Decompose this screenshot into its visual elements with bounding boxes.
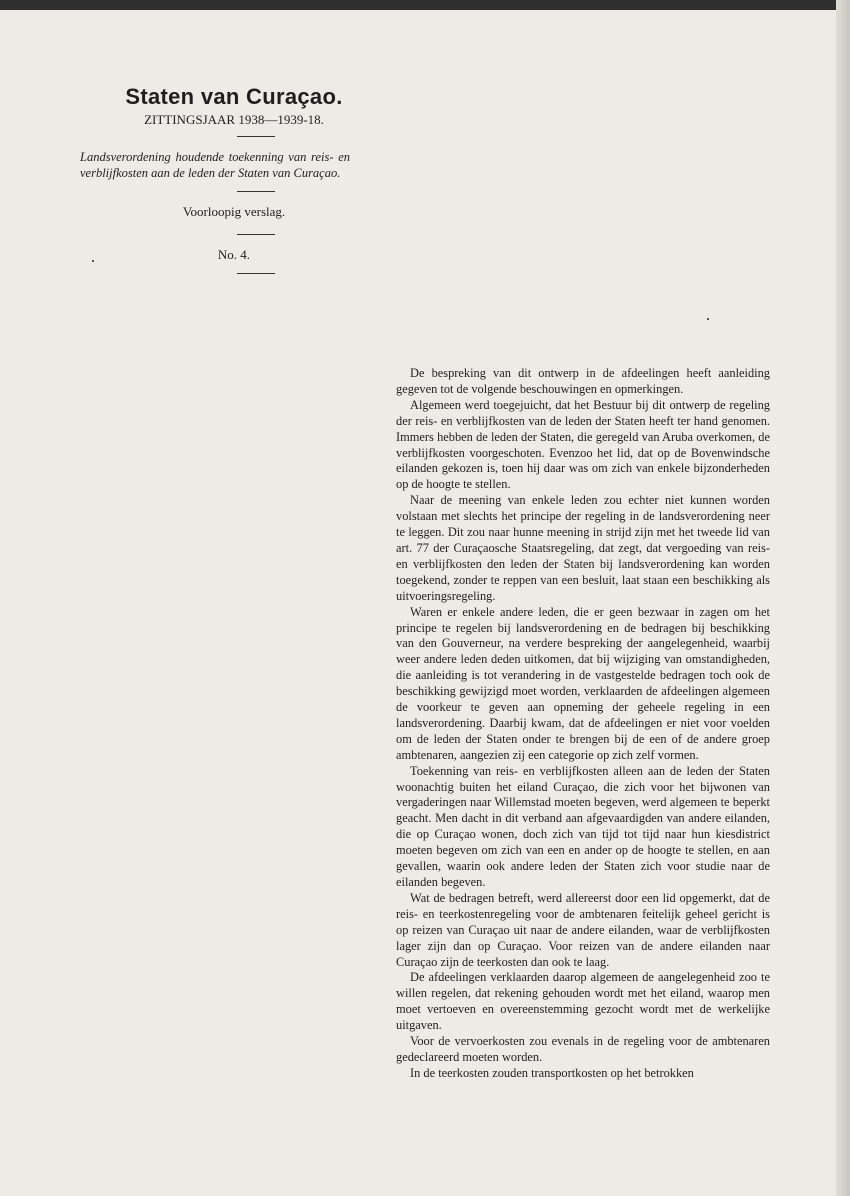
- scan-right-edge: [836, 0, 850, 1196]
- paragraph: Naar de meening van enkele leden zou echter niet kunnen worden volstaan met slechts het principe der regeling in de landsverordening neer te leggen. Dit zou naar hunne meening in strijd zijn met het tweede lid van art. 77 der Curaçaosche Staatsregeling, dat zegt, dat vergoeding van reis- en verblijfkosten den leden der Staten bij landsverordening kan worden toegekend, zonder te reppen van een besluit, laat staan een beschikking als uitvoeringsregeling.: [396, 493, 770, 603]
- scan-top-border: [0, 0, 850, 10]
- document-page: [0, 10, 836, 1196]
- paragraph: Waren er enkele andere leden, die er geen bezwaar in zagen om het principe te regelen bij landsverordening en de bedragen bij beschikking van den Gouverneur, na verdere bespreking der aangelegenheid, waarbij weer andere leden deden uitkomen, dat bij wijziging van omstandigheden, die aanleiding is tot verandering in de vastgestelde bedragen toch ook de beschikking gewijzigd moet worden, verklaarden de afdeelingen algemeen de voorkeur te geven aan opneming der geheele regeling in een landsverordening. Daarbij kwam, dat de afdeelingen er niet voor voelden om de leden der Staten onder te brengen bij de een of de andere groep ambtenaren, aangezien zij een categorie op zich zelf vormen.: [396, 604, 770, 762]
- paper-speck: [92, 260, 94, 262]
- paragraph: Wat de bedragen betreft, werd allereerst door een lid opgemerkt, dat de reis- en teerkostenregeling voor de ambtenaren feitelijk geheel gericht is op reizen van Curaçao uit naar de andere eilanden, waar de verblijfkosten lager zijn dan op Curaçao. Voor reizen van de andere eilanden naar Curaçao zijn de teerkosten dan ook te laag.: [396, 890, 770, 969]
- document-title: Staten van Curaçao.: [125, 84, 343, 109]
- paragraph: De afdeelingen verklaarden daarop algemeen de aangelegenheid zoo te willen regelen, dat rekening gehouden wordt met het eiland, waarop men moet vertoeven en overeenstemming gezocht wordt met de werkelijke uitgaven.: [396, 970, 770, 1033]
- document-header: [72, 84, 372, 286]
- document-number: No. 4.: [217, 247, 251, 262]
- divider: [237, 273, 275, 274]
- paragraph: De bespreking van dit ontwerp in de afdeelingen heeft aanleiding gegeven tot de volgende beschouwingen en opmerkingen.: [396, 366, 770, 396]
- report-body: [396, 366, 770, 1082]
- subject-line: Landsverordening houdende toekenning van reis- en verblijfkosten aan de leden der Staten van Curaçao.: [80, 150, 350, 180]
- paragraph: Algemeen werd toegejuicht, dat het Bestuur bij dit ontwerp de regeling der reis- en verblijfkosten van de leden der Staten heeft ter hand genomen. Immers hebben de leden der Staten, die geregeld van Aruba overkomen, de verblijfkosten voorgeschoten. Evenzoo het lid, dat op de Bovenwindsche eilanden gekozen is, toen hij daar was om zich van enkele bijzonderheden op de hoogte te stellen.: [396, 397, 770, 492]
- divider: [237, 136, 275, 137]
- report-kind: Voorloopig verslag.: [182, 204, 286, 219]
- divider: [237, 234, 275, 235]
- divider: [237, 191, 275, 192]
- session-line: ZITTINGSJAAR 1938—1939-18.: [144, 112, 324, 127]
- paper-speck: [707, 318, 709, 320]
- paragraph: In de teerkosten zouden transportkosten op het betrokken: [410, 1065, 694, 1080]
- paragraph: Toekenning van reis- en verblijfkosten alleen aan de leden der Staten woonachtig buiten het eiland Curaçao, die zich voor het bijwonen van vergaderingen naar Willemstad moeten begeven, werd algemeen te beperkt geacht. Men dacht in dit verband aan afgevaardigden van andere eilanden, die op Curaçao wonen, doch zich van tijd tot tijd naar hun kiesdistrict moeten begeven om zich van een en ander op de hoogte te stellen, en aan gevallen, waarin ook andere leden der Staten zich voor studie naar de eilanden begeven.: [396, 763, 770, 889]
- paragraph: Voor de vervoerkosten zou evenals in de regeling voor de ambtenaren gedeclareerd moeten worden.: [396, 1034, 770, 1064]
